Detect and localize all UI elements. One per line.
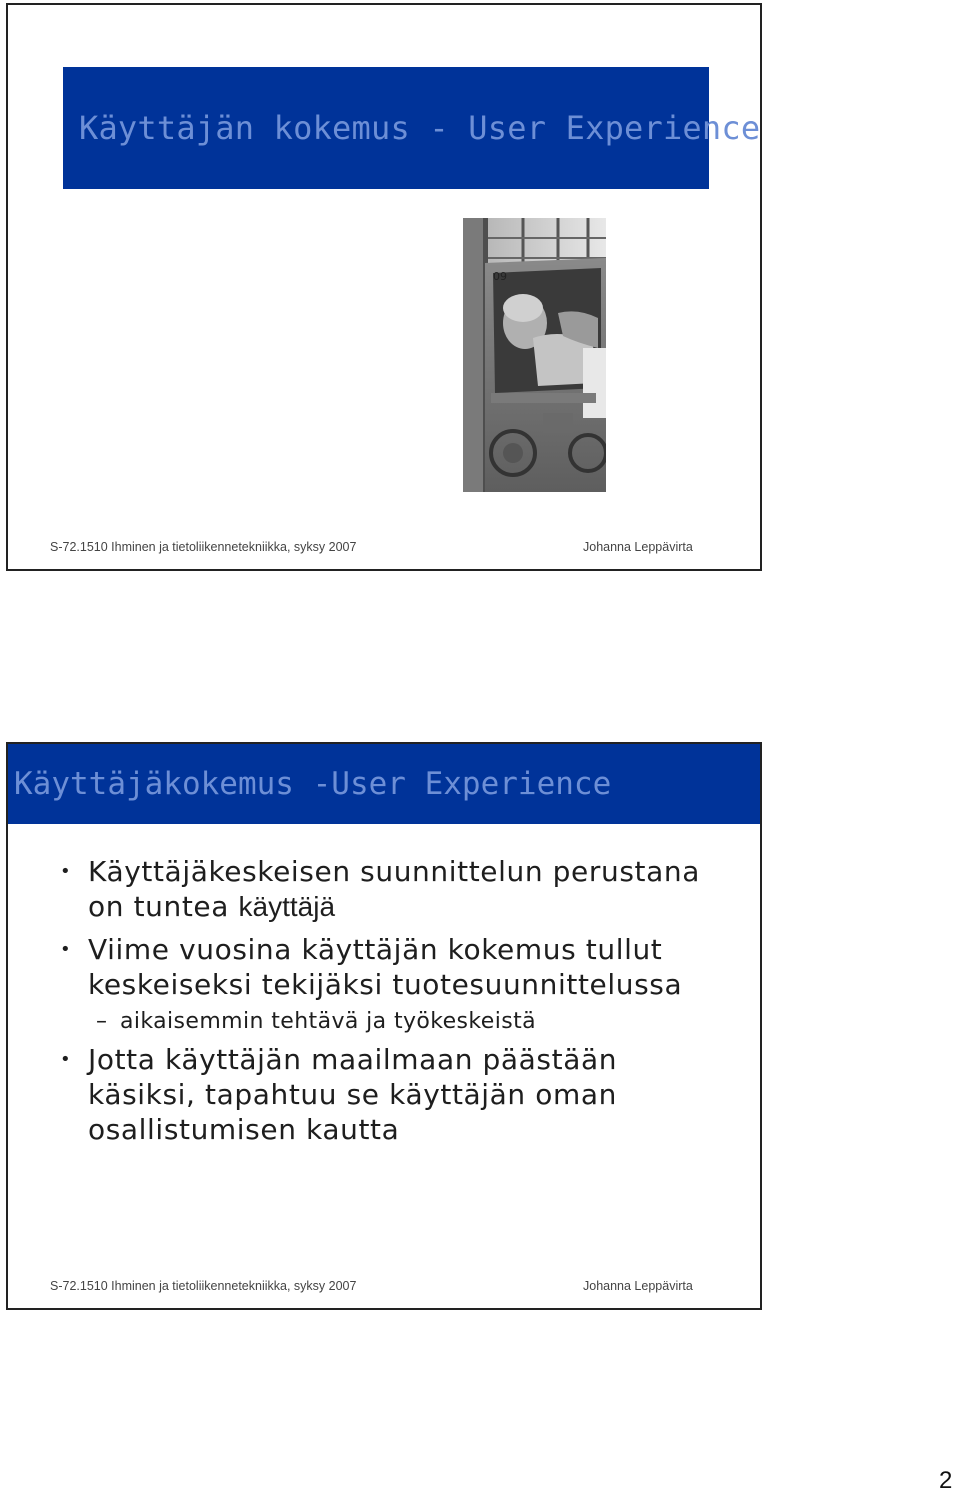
slide-2-title: Käyttäjäkokemus -User Experience [14, 766, 612, 802]
slide-1-title-bar [63, 67, 761, 189]
page-number: 2 [939, 1467, 953, 1494]
sub-bullet-item [8, 1008, 760, 1036]
slide-2 [6, 742, 762, 1310]
bullet-item [8, 1042, 728, 1147]
slide-2-title-bar [8, 744, 760, 824]
bullet-marker: • [60, 939, 72, 960]
bullet-3-text: Jotta käyttäjän maailmaan päästään käsiksi, tapahtuu se käyttäjän oman osallistumisen kautta [88, 1043, 618, 1146]
slide-2-footer-course: S-72.1510 Ihminen ja tietoliikennetekniikka, syksy 2007 [50, 1279, 357, 1293]
bullet-item [8, 854, 728, 924]
sub-bullet-marker: – [96, 1009, 108, 1034]
slide-1 [6, 3, 762, 571]
slide-1-footer-course: S-72.1510 Ihminen ja tietoliikennetekniikka, syksy 2007 [50, 540, 357, 554]
bullet-1-emphasis: käyttäjä [238, 891, 336, 922]
slide-2-bullet-list [8, 854, 760, 1147]
sub-bullet-text: aikaisemmin tehtävä ja työkeskeistä [120, 1009, 536, 1034]
slide-1-footer-author: Johanna Leppävirta [583, 540, 693, 554]
bullet-2-text: Viime vuosina käyttäjän kokemus tullut keskeiseksi tekijäksi tuotesuunnittelussa [88, 933, 683, 1001]
photo-child-in-box [463, 218, 606, 492]
slide-2-footer-author: Johanna Leppävirta [583, 1279, 693, 1293]
bullet-marker: • [60, 1049, 72, 1070]
bullet-marker: • [60, 861, 72, 882]
bullet-item [8, 932, 728, 1002]
slide-1-title: Käyttäjän kokemus - User Experience [79, 109, 761, 147]
bullet-1-text: Käyttäjäkeskeisen suunnittelun perustana on tuntea [88, 855, 700, 923]
svg-text:09: 09 [493, 270, 507, 283]
